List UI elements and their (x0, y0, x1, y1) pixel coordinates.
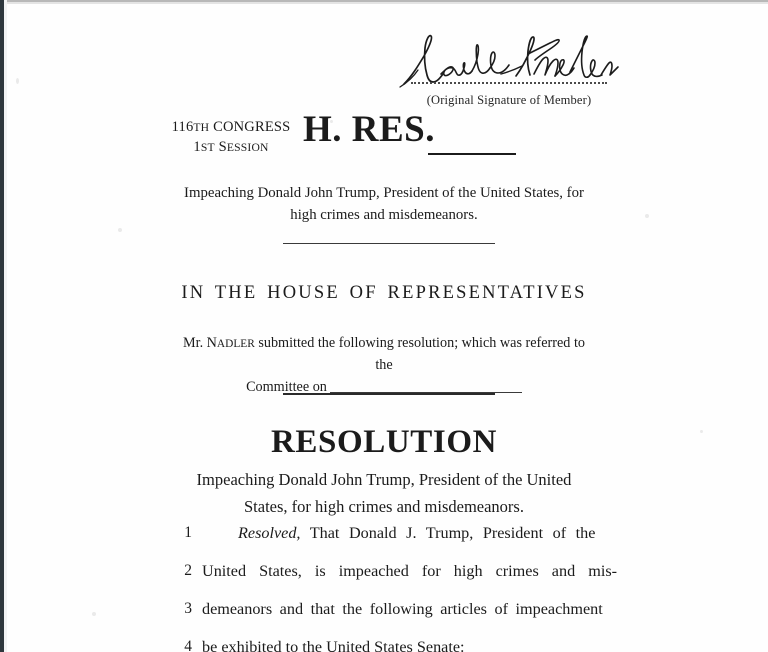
scan-speck (645, 214, 649, 218)
body-line (176, 562, 618, 600)
signature-caption: (Original Signature of Member) (426, 93, 592, 107)
line-text (202, 524, 642, 543)
submitted-line1: Mr. NADLER submitted the following resolution; which was referred to the (183, 335, 585, 373)
line-text-rest: That Donald J. Trump, President of the (309, 524, 596, 542)
bill-subtitle: Impeaching Donald John Trump, President of the United States, for high crimes and misdemeanors. (184, 185, 584, 224)
bill-type-label: H. RES. (303, 109, 436, 150)
section-divider-bottom (283, 393, 495, 395)
resolution-subtitle-line2: States, for high crimes and misdemeanors. (244, 496, 524, 516)
scan-speck (16, 78, 19, 84)
congress-session-number: 1ST SESSION (193, 139, 269, 155)
signature-rule (411, 82, 607, 84)
congress-number: 116TH CONGRESS (171, 119, 291, 135)
resolved-keyword: Resolved, (238, 524, 301, 542)
line-text: demeanors and that the following articles of impeachment (202, 600, 603, 618)
committee-label: Committee on (246, 379, 327, 395)
scan-speck (92, 612, 96, 616)
congress-session (166, 117, 296, 157)
body-line (176, 600, 606, 638)
submitted-note (176, 332, 592, 398)
body-line (176, 638, 606, 652)
section-divider-top (283, 243, 495, 244)
resolution-title: RESOLUTION (270, 424, 498, 460)
line-number: 1 (184, 524, 192, 541)
member-signature-icon (398, 32, 620, 88)
line-number: 2 (184, 562, 192, 579)
line-text: United States, is impeached for high crimes and mis- (202, 562, 618, 580)
page-top-edge-soft (0, 2, 768, 4)
scan-speck (118, 228, 122, 232)
resolution-body (176, 524, 618, 652)
line-number: 3 (184, 600, 192, 617)
bill-number-blank[interactable] (428, 153, 516, 155)
body-line (176, 524, 606, 562)
page-left-edge-soft (4, 0, 7, 652)
resolution-subtitle-line1: Impeaching Donald John Trump, President of the United (196, 470, 572, 489)
line-number: 4 (184, 638, 192, 652)
line-text: be exhibited to the United States Senate: (202, 638, 465, 652)
resolution-subtitle (178, 467, 590, 520)
signature-block (398, 32, 620, 108)
chamber-heading: IN THE HOUSE OF REPRESENTATIVES (181, 283, 587, 303)
committee-blank[interactable] (330, 379, 522, 393)
